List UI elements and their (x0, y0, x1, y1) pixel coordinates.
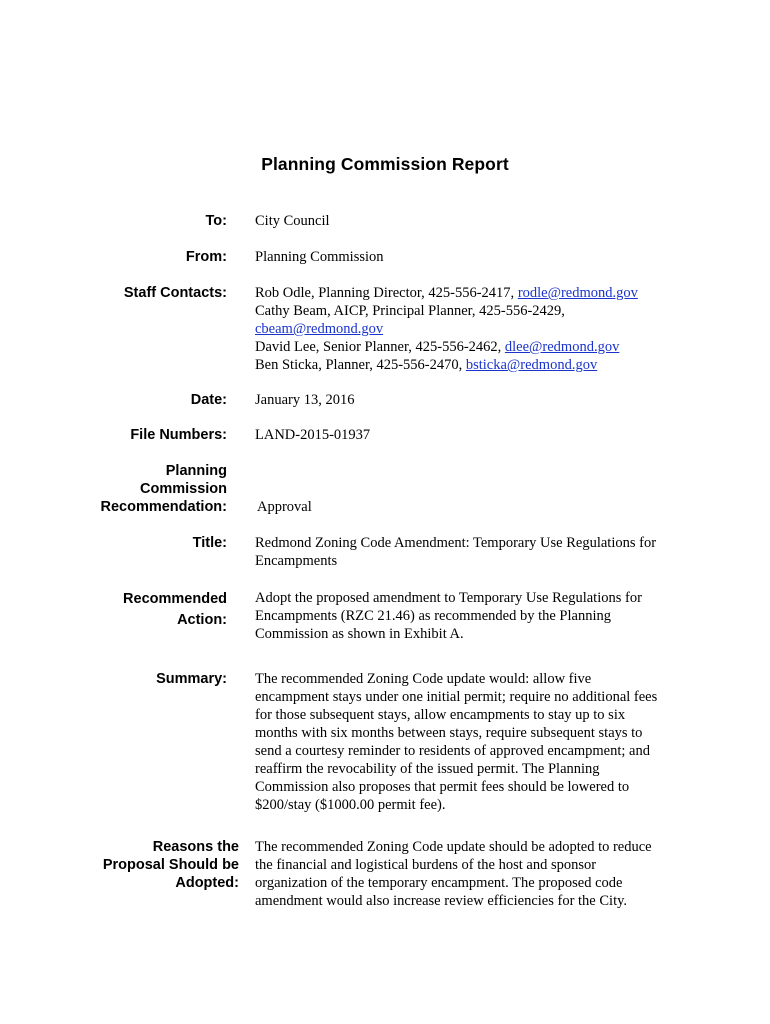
contact-line: Rob Odle, Planning Director, 425-556-2417, rodle@redmond.gov (255, 285, 638, 301)
email-link[interactable]: cbeam@redmond.gov (255, 321, 384, 337)
recommended-action-value: Adopt the proposed amendment to Temporary Use Regulations for Encampments (RZC 21.46) as recommended by the Planning Commission as shown in Exhibit A. (255, 590, 642, 642)
from-value: Planning Commission (255, 249, 384, 265)
file-numbers-value: LAND-2015-01937 (255, 427, 371, 443)
file-numbers-label: File Numbers: (130, 427, 227, 443)
email-link[interactable]: rodle@redmond.gov (517, 285, 638, 301)
contact-line: Ben Sticka, Planner, 425-556-2470, bsticka@redmond.gov (255, 357, 598, 373)
to-label: To: (205, 213, 227, 229)
contact-line: Cathy Beam, AICP, Principal Planner, 425-556-2429, (255, 303, 565, 319)
recommended-action-label: Recommended Action: (123, 591, 227, 628)
summary-label: Summary: (156, 671, 227, 687)
email-link[interactable]: bsticka@redmond.gov (465, 357, 598, 373)
contact-line (255, 320, 695, 338)
date-value: January 13, 2016 (255, 392, 355, 408)
from-label: From: (185, 249, 227, 265)
date-label: Date: (190, 392, 227, 408)
page-title: Planning Commission Report (261, 154, 509, 174)
contact-line: David Lee, Senior Planner, 425-556-2462, dlee@redmond.gov (255, 339, 620, 355)
reasons-value: The recommended Zoning Code update should be adopted to reduce the financial and logistical burdens of the host and sponsor organization of the temporary encampment. The proposed code amendment would also increase review efficiencies for the City. (255, 839, 652, 909)
recommendation-label: Planning Commission Recommendation: (100, 463, 227, 515)
summary-value: The recommended Zoning Code update would: allow five encampment stays under one initial permit; require no additional fees for those subsequent stays, allow encampments to stay up to six months with six months between stays, require subsequent stays to send a courtesy reminder to residents of approved encampment; and reaffirm the revocability of the issued permit. The Planning Commission also proposes that permit fees should be lowered to $200/stay ($1000.00 permit fee). (255, 671, 658, 813)
title-field-label: Title: (192, 535, 227, 551)
staff-contacts (255, 284, 695, 374)
reasons-label: Reasons the Proposal Should be Adopted: (102, 839, 239, 891)
recommendation-value: Approval (257, 499, 312, 515)
staff-contacts-label: Staff Contacts: (123, 285, 227, 301)
to-value: City Council (255, 213, 330, 229)
email-link[interactable]: dlee@redmond.gov (504, 339, 620, 355)
title-field-value: Redmond Zoning Code Amendment: Temporary Use Regulations for Encampments (255, 535, 657, 569)
